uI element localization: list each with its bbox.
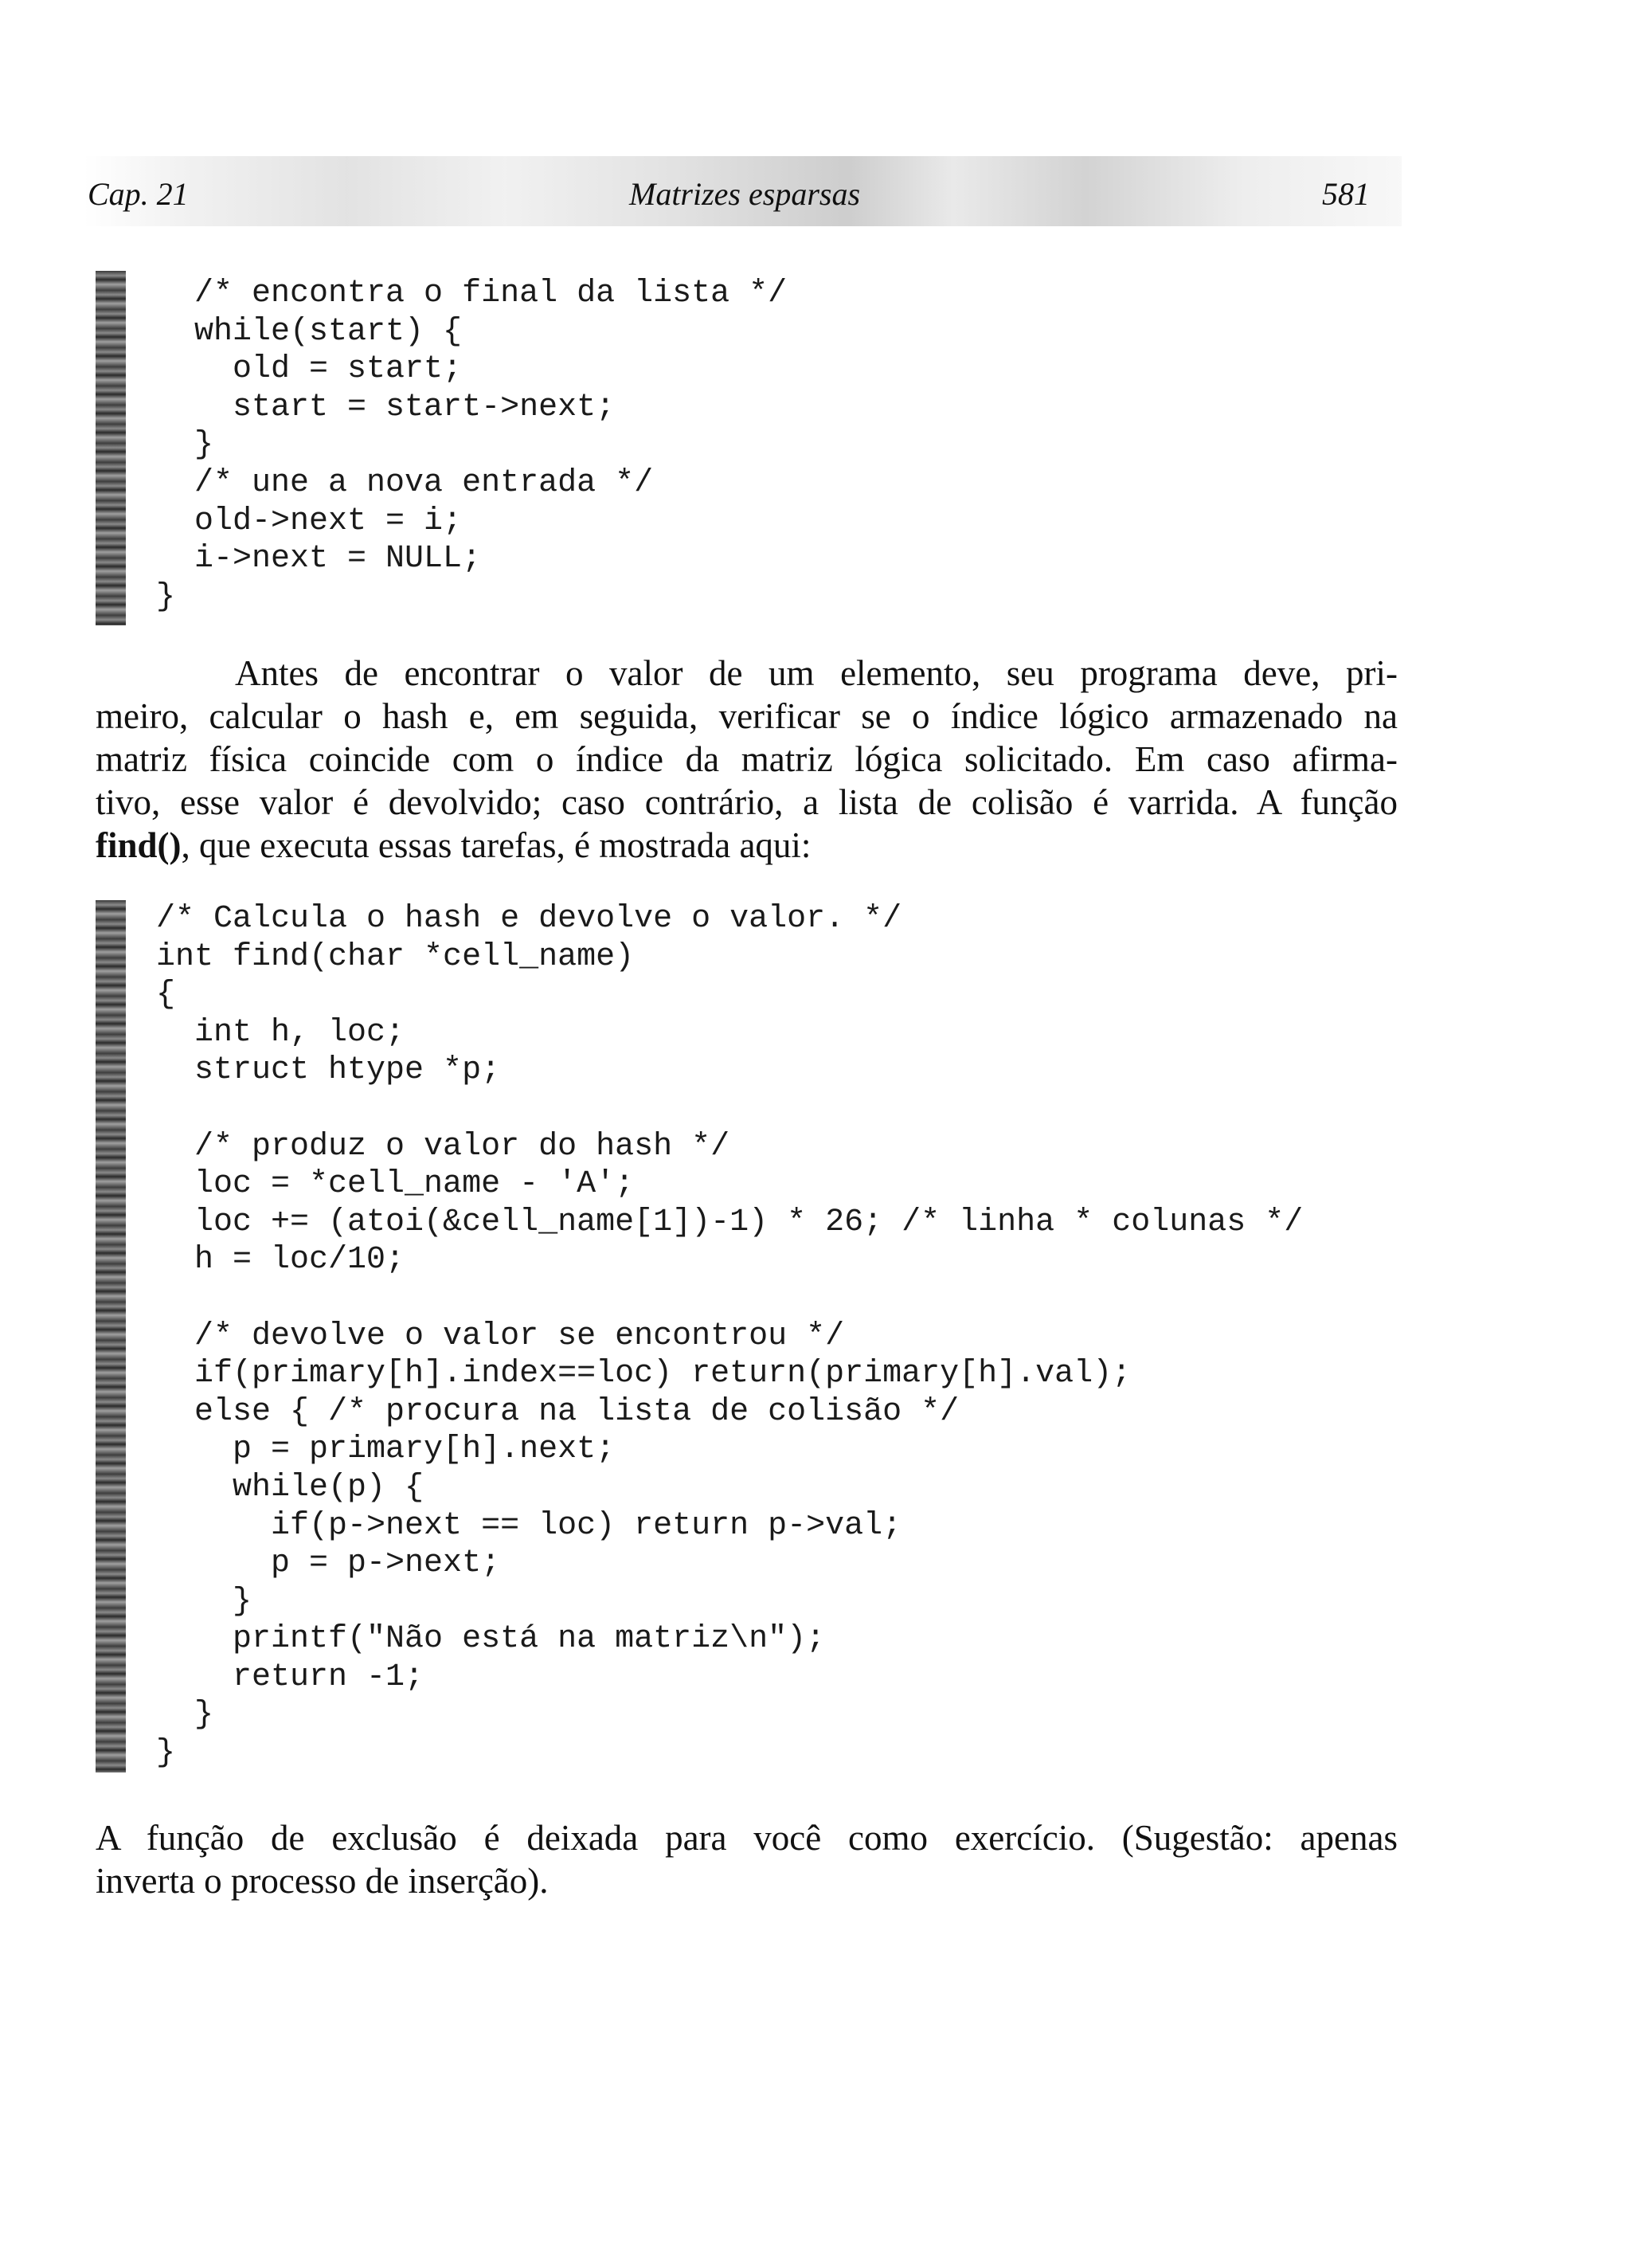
paragraph-line: inverta o processo de inserção). [96, 1861, 549, 1901]
code-line: /* produz o valor do hash */ [156, 1128, 730, 1165]
code-line: } [156, 578, 176, 615]
code-line: start = start->next; [156, 389, 616, 425]
code-line: } [156, 1735, 176, 1772]
code-line [156, 1090, 1303, 1128]
paragraph-line: A função de exclusão é deixada para você como exercício. (Sugestão: apenas [96, 1818, 1398, 1858]
code-line: if(p->next == loc) return p->val; [156, 1507, 902, 1544]
code-line: /* Calcula o hash e devolve o valor. */ [156, 901, 902, 937]
code-line: old = start; [156, 351, 463, 388]
code-line: /* une a nova entrada */ [156, 464, 654, 501]
code-line: printf("Não está na matriz\n"); [156, 1621, 826, 1658]
code-line: p = primary[h].next; [156, 1432, 616, 1468]
code-line: else { /* procura na lista de colisão */ [156, 1393, 960, 1430]
code-line: } [156, 1583, 252, 1620]
code-line [156, 1279, 1303, 1318]
code-line: loc += (atoi(&cell_name[1])-1) * 26; /* linha * colunas */ [156, 1204, 1304, 1240]
code-line: /* devolve o valor se encontrou */ [156, 1318, 845, 1354]
paragraph-line: tivo, esse valor é devolvido; caso contrário, a lista de colisão é varrida. A função [96, 782, 1398, 822]
code-line: } [156, 1697, 214, 1733]
chapter-label: Cap. 21 [88, 176, 189, 212]
code-margin-bar [96, 271, 126, 625]
paragraph-line: find(), que executa essas tarefas, é mostrada aqui: [96, 825, 812, 865]
code-block-find-function [156, 900, 1303, 1772]
body-paragraph-find-intro [96, 652, 1398, 867]
running-title: Matrizes esparsas [629, 176, 861, 212]
paragraph-line: meiro, calcular o hash e, em seguida, verificar se o índice lógico armazenado na [96, 696, 1398, 736]
code-line: i->next = NULL; [156, 541, 482, 578]
code-block-append-end [156, 275, 787, 616]
code-line: return -1; [156, 1659, 424, 1695]
code-line: /* encontra o final da lista */ [156, 276, 788, 311]
code-line: struct htype *p; [156, 1052, 501, 1089]
body-paragraph-exercise [96, 1816, 1398, 1902]
function-name-find: find() [96, 825, 182, 865]
code-line: while(p) { [156, 1469, 424, 1506]
page-number: 581 [1322, 176, 1370, 212]
code-line: { [156, 977, 176, 1013]
code-line: while(start) { [156, 313, 463, 350]
paragraph-line: Antes de encontrar o valor de um elemento, seu programa deve, pri- [235, 653, 1398, 693]
code-margin-bar [96, 900, 126, 1772]
code-line: h = loc/10; [156, 1242, 405, 1279]
code-line: } [156, 427, 214, 464]
code-line: if(primary[h].index==loc) return(primary[h].val); [156, 1356, 1132, 1393]
code-line: p = p->next; [156, 1545, 501, 1582]
paragraph-line: matriz física coincide com o índice da matriz lógica solicitado. Em caso afirma- [96, 739, 1398, 779]
code-line: loc = *cell_name - 'A'; [156, 1166, 635, 1203]
code-line: int find(char *cell_name) [156, 938, 635, 975]
code-line: old->next = i; [156, 503, 463, 539]
code-line: int h, loc; [156, 1014, 405, 1051]
